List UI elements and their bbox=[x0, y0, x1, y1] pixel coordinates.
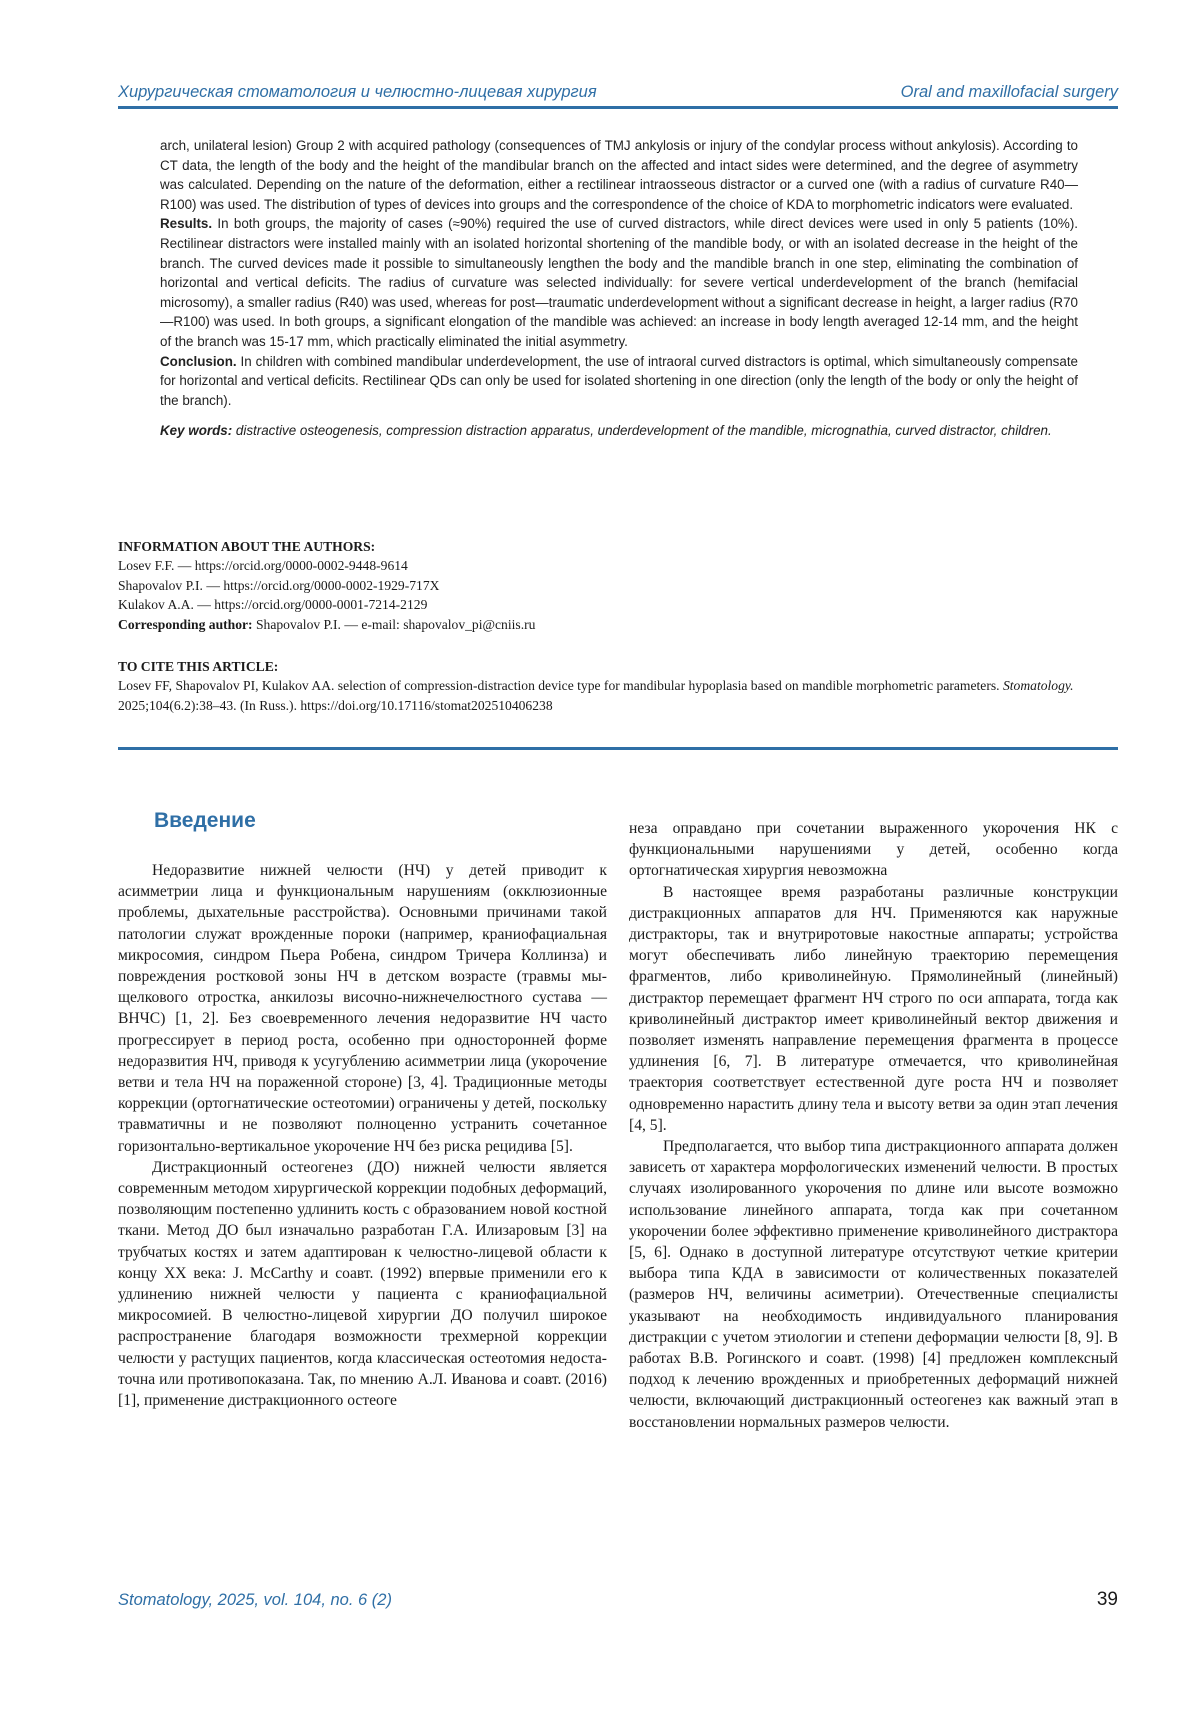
author-line: Kulakov A.A. — https://orcid.org/0000-0001-7214-2129 bbox=[118, 597, 428, 613]
conclusion-label: Conclusion. bbox=[160, 353, 237, 369]
results-label: Results. bbox=[160, 216, 213, 232]
authors-heading: INFORMATION ABOUT THE AUTHORS: bbox=[118, 539, 376, 554]
running-head-right: Oral and maxillofacial surgery bbox=[900, 83, 1118, 101]
header-rule bbox=[118, 106, 1118, 109]
section-title: Введение bbox=[154, 809, 256, 832]
abstract-intro: arch, unilateral lesion) Group 2 with acquired pathology (consequences of TMJ ankylosis or injury of the condylar process without ankylosis). According to CT data, the length of the body and the height of the mandibular branch on the affected and intact sides were determined, and the degree of asymmetry was calculated. Depending on the nature of the deformation, either a rectilinear intraosseous distractor or a curved one (with a radius of curvature R40—R100) was used. The distribution of types of devices into groups and the correspondence of the choice of KDA to morphometric indicators were evaluated. bbox=[160, 138, 1078, 212]
page-number: 39 bbox=[1096, 1589, 1118, 1610]
right-column bbox=[629, 818, 1118, 1433]
running-head-left: Хирургическая стоматология и челюстно-лицевая хирургия bbox=[118, 83, 597, 101]
running-head bbox=[118, 72, 1118, 102]
keywords-label: Key words: bbox=[160, 423, 233, 439]
author-line: Losev F.F. — https://orcid.org/0000-0002-9448-9614 bbox=[118, 558, 408, 574]
citation-text bbox=[118, 676, 1078, 715]
paragraph: неза оправдано при сочетании выраженного укорочения НК с функциональными нарушениями у детей, особенно когда ортогнатическая хирургия невозможна bbox=[629, 820, 1118, 880]
paragraph: В настоящее время разработаны различные конструкции дистракционных аппаратов для НЧ. Применяются как наружные дистракторы, так и внутриротовые накостные аппараты; устройства могут обеспечивать либо линейную траекторию перемещения фрагментов, либо криволинейную. Прямолинейный (линейный) дистрактор перемещает фрагмент НЧ строго по оси аппарата, тогда как криволинейный дистрактор имеет криволинейный вектор движения и позволяет изменять направление перемещения фрагмента в процессе удлинения [6, 7]. В литературе отмечается, что криволинейная траектория соответствует естественной дуге роста НЧ и позволяет одновременно нарастить длину тела и высоту ветви за один этап лечения [4, 5]. bbox=[629, 883, 1118, 1134]
section-rule bbox=[118, 747, 1118, 750]
citation bbox=[118, 657, 1078, 715]
authors-info bbox=[118, 537, 1078, 634]
citation-heading: TO CITE THIS ARTICLE: bbox=[118, 659, 279, 674]
author-line: Shapovalov P.I. — https://orcid.org/0000-0002-1929-717X bbox=[118, 577, 440, 593]
citation-before: Losev FF, Shapovalov PI, Kulakov AA. selection of compression-distraction device type for mandibular hypoplasia based on mandible morphometric parameters. bbox=[118, 678, 1003, 694]
footer-journal: Stomatology, 2025, vol. 104, no. 6 (2) bbox=[118, 1591, 392, 1609]
abstract bbox=[160, 136, 1078, 441]
conclusion-text: In children with combined mandibular underdevelopment, the use of intraoral curved distractors is optimal, which simultaneously compensate for horizontal and vertical deficits. Rectilinear QDs can only be used for isolated shortening in one direction (only the length of the body or only the height of the branch). bbox=[160, 353, 1078, 408]
corresponding-text: Shapovalov P.I. — e-mail: shapovalov_pi@cniis.ru bbox=[252, 616, 536, 632]
paragraph: Предполагается, что выбор типа дистракционного аппарата должен зависеть от характера морфологических изменений челюсти. В простых случаях изолированного укорочения по длине или высоте возможно использование линейного аппарата, тогда как при сочетанном укорочении более эффективно применение криволинейного дистрактора [5, 6]. Однако в доступной литературе отсутствуют четкие критерии выбора типа КДА в зависимости от количественных показателей (размеров НЧ, величины асиметрии). Отечественные специалисты указывают на необходимость индивидуального планирования дистракции с учетом этиологии и степени деформации челюсти [8, 9]. В работах В.В. Рогинского и соавт. (1998) [4] предложен комплексный подход к лечению врожденных и приобретенных деформаций нижней челюсти, включающий дистракционный остеогенез как важный этап в восстановлении нормальных размеров челюсти. bbox=[629, 1138, 1118, 1431]
abstract-conclusion bbox=[160, 352, 1078, 411]
keywords-text: distractive osteogenesis, compression distraction apparatus, underdevelopment of the mandible, micrognathia, curved distractor, children. bbox=[232, 423, 1052, 439]
keywords bbox=[160, 421, 1078, 441]
left-column bbox=[118, 860, 607, 1411]
citation-journal: Stomatology. bbox=[1002, 678, 1074, 694]
paragraph: Недоразвитие нижней челюсти (НЧ) у детей приводит к асимметрии лица и функциональным нарушениям (окклюзионные проблемы, дыхательные расстройства). Основными причинами такой патологии служат врожденные пороки (например, краниофациальная микросомия, синдром Пьера Робена, синдром Тричера Коллинза) и повреждения ростковой зоны НЧ в детском возрасте (травмы мыщелкового отростка, анкилозы височно-нижнечелюстного сустава — ВНЧС) [1, 2]. Без своевременного лечения недоразвитие НЧ часто прогрессирует в период роста, особенно при односторонней форме недоразвития НЧ, приводя к усугублению асимметрии лица (укорочение ветви и тела НЧ на пораженной стороне) [3, 4]. Традиционные методы коррекции (ортогнатические остеотомии) ограничены у детей, поскольку травматичны и не позволяют полноценно устранить сочетанное горизонтально-вертикальное укорочение НЧ без риска рецидива [5]. bbox=[118, 862, 607, 1155]
citation-after: 2025;104(6.2):38–43. (In Russ.). https://doi.org/10.17116/stomat202510406238 bbox=[118, 697, 553, 713]
corresponding-author bbox=[118, 615, 1078, 634]
abstract-results bbox=[160, 214, 1078, 351]
corresponding-label: Corresponding author: bbox=[118, 616, 253, 632]
results-text: In both groups, the majority of cases (≈90%) required the use of curved distractors, while direct devices were used in only 5 patients (10%). Rectilinear distractors were installed mainly with an isolated horizontal shortening of the mandible body, or with an isolated decrease in the height of the branch. The curved devices made it possible to simultaneously lengthen the body and the mandible branch in one step, eliminating the combination of horizontal and vertical deficits. The radius of curvature was selected individually: for severe vertical underdevelopment of the branch (hemifacial microsomy), a smaller radius (R40) was used, whereas for post—traumatic underdevelopment without a significant decrease in height, a larger radius (R70—R100) was used. In both groups, a significant elongation of the mandible was achieved: an increase in body length averaged 12-14 mm, and the height of the branch was 15-17 mm, which practically eliminated the initial asymmetry. bbox=[160, 216, 1078, 349]
paragraph: Дистракционный остеогенез (ДО) нижней челюсти является современным методом хирургической коррекции подобных деформаций, позволяющим постепенно удлинить кость с образованием новой костной ткани. Метод ДО был изначально разработан Г.А. Илизаровым [3] на трубчатых костях и затем адаптирован к челюстно-лицевой области к концу XX века: J. McCarthy и соавт. (1992) впервые применили его к удлинению нижней челюсти у пациента с краниофациальной микросомией. В челюстно-лицевой хирургии ДО получил широкое распространение благодаря возможности трехмерной коррекции челюсти у растущих пациентов, когда классическая остеотомия недостаточна или противопоказана. Так, по мнению А.Л. Иванова и соавт. (2016) [1], применение дистракционного остеоге bbox=[118, 1158, 607, 1410]
